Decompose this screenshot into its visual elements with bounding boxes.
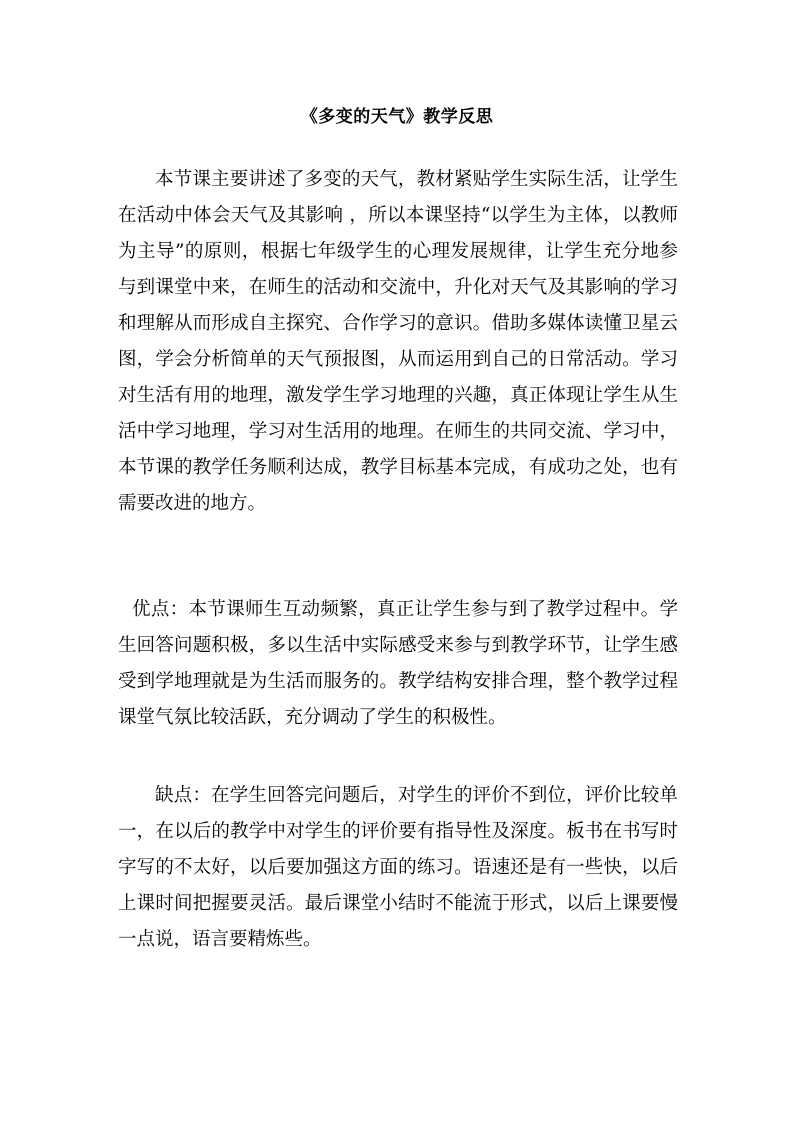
paragraph-strengths: 优点：本节课师生互动频繁，真正让学生参与到了教学过程中。学生回答问题积极，多以生活中实际感受来参与到教学环节，让学生感受到学地理就是为生活而服务的。教学结构安排合理，整个教学过程课堂气氛比较活跃，充分调动了学生的积极性。 [118, 599, 678, 728]
paragraph-overview: 本节课主要讲述了多变的天气，教材紧贴学生实际生活，让学生在活动中体会天气及其影响 ，所以本课坚持“以学生为主体，以教师为主导”的原则，根据七年级学生的心理发展规律，让学生充分地参与到课堂中来，在师生的活动和交流中，升化对天气及其影响的学习和理解从而形成自主探究、合作学习的意识。借助多媒体读懂卫星云图，学会分析简单的天气预报图，从而运用到自己的日常活动。学习对生活有用的地理，激发学生学习地理的兴趣，真正体现让学生从生活中学习地理，学习对生活用的地理。在师生的共同交流、学习中，本节课的教学任务顺利达成，教学目标基本完成，有成功之处，也有需要改进的地方。 [118, 169, 678, 514]
paragraph-weaknesses: 缺点：在学生回答完问题后，对学生的评价不到位，评价比较单一，在以后的教学中对学生的评价要有指导性及深度。板书在书写时字写的不太好，以后要加强这方面的练习。语速还是有一些快，以后上课时间把握要灵活。最后课堂小结时不能流于形式，以后上课要慢一点说，语言要精炼些。 [118, 785, 678, 950]
document-title: 《多变的天气》教学反思 [300, 107, 494, 127]
